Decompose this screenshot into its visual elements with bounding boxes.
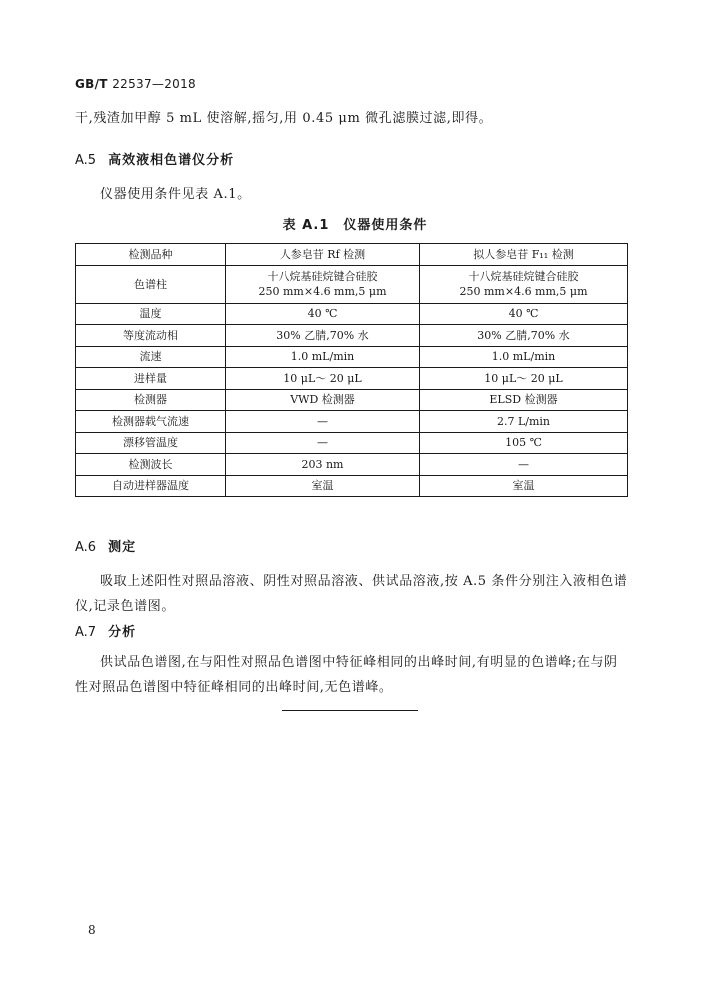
- table-cell: 203 nm: [226, 454, 420, 476]
- end-rule: [282, 710, 418, 711]
- table-cell: 1.0 mL/min: [226, 346, 420, 368]
- table-row: [76, 303, 628, 325]
- table-row: [76, 265, 628, 303]
- table-cell: 10 μL～ 20 μL: [226, 368, 420, 390]
- section-a5-text: 仪器使用条件见表 A.1。: [100, 187, 251, 202]
- conditions-table: [75, 243, 628, 497]
- table-cell: 温度: [76, 303, 226, 325]
- table-cell: 等度流动相: [76, 325, 226, 347]
- section-a7-text: 供试品色谱图,在与阳性对照品色谱图中特征峰相同的出峰时间,有明显的色谱峰;在与阴性对照品色谱图中特征峰相同的出峰时间,无色谱峰。: [75, 655, 618, 695]
- table-row: [76, 346, 628, 368]
- table-cell: 检测器载气流速: [76, 411, 226, 433]
- table-cell: 30% 乙腈,70% 水: [420, 325, 628, 347]
- table-cell: 检测器: [76, 389, 226, 411]
- table-cell: 十八烷基硅烷键合硅胶 250 mm×4.6 mm,5 μm: [420, 265, 628, 303]
- table-cell: 10 μL～ 20 μL: [420, 368, 628, 390]
- table-cell: 1.0 mL/min: [420, 346, 628, 368]
- standard-number: 22537—2018: [112, 77, 196, 91]
- table-cell: 105 ℃: [420, 432, 628, 454]
- table-row: [76, 454, 628, 476]
- table-cell: —: [226, 411, 420, 433]
- table-cell: 30% 乙腈,70% 水: [226, 325, 420, 347]
- table-cell: 色谱柱: [76, 265, 226, 303]
- section-title: 高效液相色谱仪分析: [108, 153, 235, 168]
- table-body: [76, 265, 628, 497]
- section-number: A.6: [75, 540, 97, 555]
- table-header-cell: 拟人参皂苷 F₁₁ 检测: [420, 244, 628, 266]
- table-cell: 室温: [420, 475, 628, 497]
- section-title: 分析: [108, 625, 137, 640]
- section-a5-heading: [75, 149, 234, 168]
- table-cell: ELSD 检测器: [420, 389, 628, 411]
- table-cell: —: [420, 454, 628, 476]
- table-row: [76, 411, 628, 433]
- table-cell: 40 ℃: [226, 303, 420, 325]
- table-cell: 进样量: [76, 368, 226, 390]
- standard-prefix: GB/T: [75, 77, 108, 91]
- page-number: 8: [88, 923, 96, 937]
- table-cell: —: [226, 432, 420, 454]
- table-cell: 自动进样器温度: [76, 475, 226, 497]
- table-cell: 检测波长: [76, 454, 226, 476]
- section-number: A.5: [75, 153, 97, 168]
- table-row: [76, 368, 628, 390]
- table-cell: 室温: [226, 475, 420, 497]
- section-number: A.7: [75, 625, 97, 640]
- table-header-cell: 检测品种: [76, 244, 226, 266]
- table-cell: 2.7 L/min: [420, 411, 628, 433]
- table-cell: 漂移管温度: [76, 432, 226, 454]
- table-cell: 40 ℃: [420, 303, 628, 325]
- table-title: 表 A.1 仪器使用条件: [282, 218, 428, 233]
- table-row: [76, 389, 628, 411]
- standard-header: [75, 77, 196, 91]
- table-cell: VWD 检测器: [226, 389, 420, 411]
- table-row: [76, 325, 628, 347]
- section-a6-text: 吸取上述阳性对照品溶液、阴性对照品溶液、供试品溶液,按 A.5 条件分别注入液相色谱仪,记录色谱图。: [75, 574, 628, 614]
- table-header-cell: 人参皂苷 Rf 检测: [226, 244, 420, 266]
- table-row: [76, 475, 628, 497]
- table-row: [76, 432, 628, 454]
- table-cell: 流速: [76, 346, 226, 368]
- section-a7-heading: [75, 621, 136, 640]
- table-cell: 十八烷基硅烷键合硅胶 250 mm×4.6 mm,5 μm: [226, 265, 420, 303]
- table-header-row: [76, 244, 628, 266]
- section-a6-heading: [75, 536, 136, 555]
- intro-line: 干,残渣加甲醇 5 mL 使溶解,摇匀,用 0.45 μm 微孔滤膜过滤,即得。: [75, 111, 493, 126]
- section-title: 测定: [108, 540, 137, 555]
